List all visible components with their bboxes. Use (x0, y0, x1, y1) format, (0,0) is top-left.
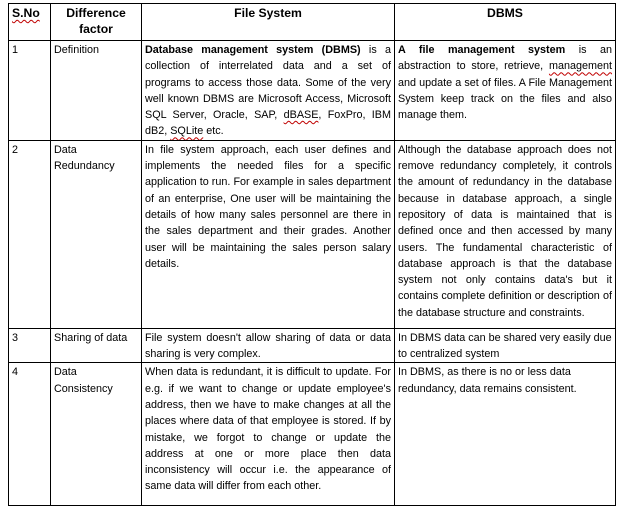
row-factor: Sharing of data (51, 328, 142, 363)
header-difference-factor: Difference factor (51, 4, 142, 41)
row-dbms-cell: Although the database approach does not remove redundancy completely, it controls the amount of redundancy in the database because in database approach, a single repository of data is maintained that is defined once and then accessed by many users. The fundamental characteristic of database approach is that the database system not only contains data's but it contains complete definition or description of the database structure and constraints. (395, 140, 616, 328)
table-row (9, 328, 616, 363)
row-file-system-cell (142, 41, 395, 141)
header-file-system: File System (142, 4, 395, 41)
row-sno: 4 (9, 363, 51, 506)
definition-text: and update a set of files. A File Management System keep track on the files and also manage them. (398, 76, 612, 122)
row-factor: Data Redundancy (51, 140, 142, 328)
table-row (9, 363, 616, 506)
table-row (9, 41, 616, 141)
definition-text: etc. (203, 125, 224, 138)
definition-lead-bold: Database management system (DBMS) (145, 44, 361, 56)
definition-text: is a collection of interrelated data and a set of programs to access those data. Some of the very well known DBMS are Microsoft Access, Microsoft SQL Server, Oracle, SAP, (145, 44, 391, 122)
row-file-system-cell: File system doesn't allow sharing of data or data sharing is very complex. (142, 328, 395, 363)
row-factor: Definition (51, 41, 142, 141)
header-dbms: DBMS (395, 4, 616, 41)
row-file-system-cell: When data is redundant, it is difficult to update. For e.g. if we want to change or update employee's address, then we have to make changes at all the places where data of that employee is stored. If by mistake, we forgot to change or update the address at one or more place then data inconsistency will occur i.e. the appearance of same data will differ from each other. (142, 363, 395, 506)
row-file-system-cell: In file system approach, each user defines and implements the needed files for a specific application to run. For example in sales department of an enterprise, One user will be maintaining the details of how many sales personnel are there in the sales department and their grades. Another user will be maintaining the sales person salary details. (142, 140, 395, 328)
definition-lead-bold: A file management system (398, 44, 566, 56)
row-sno: 2 (9, 140, 51, 328)
header-row (9, 4, 616, 41)
row-factor: Data Consistency (51, 363, 142, 506)
comparison-table (8, 3, 616, 506)
table-row (9, 140, 616, 328)
header-sno: S.No (9, 4, 51, 41)
spellcheck-word: SQLite (170, 125, 204, 138)
row-dbms-cell: In DBMS data can be shared very easily due to centralized system (395, 328, 616, 363)
spellcheck-word: management (548, 60, 612, 73)
row-sno: 1 (9, 41, 51, 141)
spellcheck-word: dBASE (283, 109, 319, 122)
row-dbms-cell (395, 41, 616, 141)
definition-text: is an abstraction to store, retrieve, (398, 44, 613, 73)
row-sno: 3 (9, 328, 51, 363)
definition-text: , FoxPro, IBM dB2, (145, 109, 392, 138)
row-dbms-cell: In DBMS, as there is no or less data redundancy, data remains consistent. (395, 363, 616, 506)
